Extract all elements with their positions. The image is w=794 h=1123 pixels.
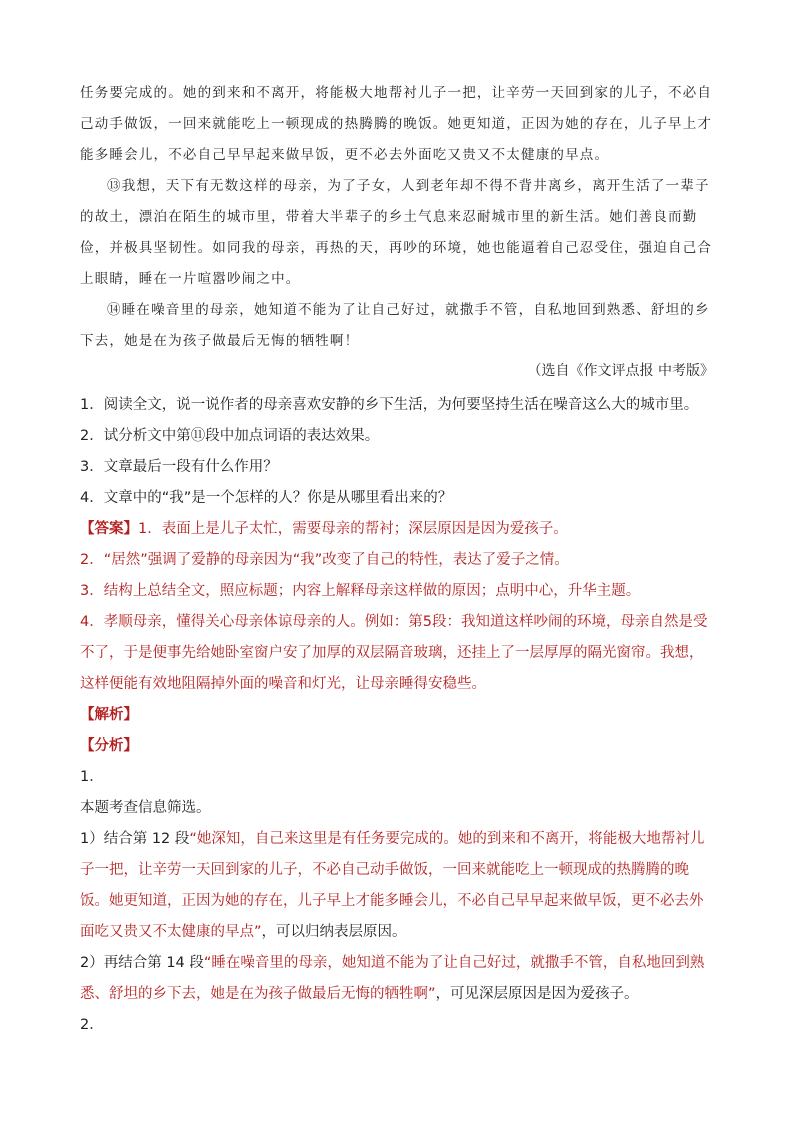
answer-1: 1．表面上是儿子太忙，需要母亲的帮衬；深层原因是因为爱孩子。 [138,521,568,537]
passage-paragraph-13: ⑬我想，天下有无数这样的母亲，为了子女，人到老年却不得不背井离乡，离开生活了一辈子的故土，漂泊在陌生的城市里，带着大半辈子的乡土气息来忍耐城市里的新生活。她们善良而勤俭，并极具坚韧性。如同我的母亲，再热的天，再吵的环境，她也能逼着自己忍受住，强迫自己合上眼睛，睡在一片喧嚣吵闹之中。 [80,178,713,287]
analysis-number-1: 1． [80,769,104,785]
answer-2: 2．“居然”强调了爱静的母亲因为“我”改变了自己的特性，表达了爱子之情。 [80,552,569,568]
source-citation: （选自《作文评点报 中考版》 [527,363,714,379]
analysis-step-1-suffix: ，可以归纳表层原因。 [261,924,407,940]
questions-and-answers [80,390,716,1041]
passage-paragraph-12: 任务要完成的。她的到来和不离开，将能极大地帮衬儿子一把，让辛劳一天回到家的儿子，不必自己动手做饭，一回来就能吃上一顿现成的热腾腾的晚饭。她更知道，正因为她的存在，儿子早上才能多睡会儿，不必自己早早起来做早饭，更不必去外面吃又贵又不太健康的早点。 [80,85,713,163]
analysis-step-2-quote: “睡在噪音里的母亲，她知道不能为了让自己好过，就撒手不管，自私地回到熟悉、舒坦的乡下去，她是在为孩子做最后无悔的牺牲啊” [80,955,705,1002]
question-2: 2．试分析文中第⑪段中加点词语的表达效果。 [80,428,380,444]
analysis-step-2-suffix: ，可见深层原因是因为爱孩子。 [435,986,639,1002]
answer-label: 【答案】 [80,521,138,537]
analysis-step-1-quote: “她深知，自己来这里是有任务要完成的。她的到来和不离开，将能极大地帮衬儿子一把，让辛劳一天回到家的儿子，不必自己动手做饭，一回来就能吃上一顿现成的热腾腾的晚饭。她更知道，正因为她的存在，儿子早上才能多睡会儿，不必自己早早起来做早饭，更不必去外面吃又贵又不太健康的早点” [80,831,705,940]
answer-1-line [80,514,716,545]
analysis-label: 【解析】 [80,707,138,723]
fenxi-label: 【分析】 [80,738,138,754]
analysis-step-1-prefix: 1）结合第 12 段 [80,831,190,847]
analysis-step-1 [80,824,716,948]
analysis-intro: 本题考查信息筛选。 [80,800,211,816]
passage [80,78,716,357]
question-3: 3．文章最后一段有什么作用？ [80,459,278,475]
answer-4: 4．孝顺母亲，懂得关心母亲体谅母亲的人。例如：第5段：我知道这样吵闹的环境，母亲自然是受不了，于是便事先给她卧室窗户安了加厚的双层隔音玻璃，还挂上了一层厚厚的隔光窗帘。我想，这样便能有效地阻隔掉外面的噪音和灯光，让母亲睡得安稳些。 [80,614,708,692]
passage-paragraph-14: ⑭睡在噪音里的母亲，她知道不能为了让自己好过，就撒手不管，自私地回到熟悉、舒坦的乡下去，她是在为孩子做最后无悔的牺牲啊！ [80,302,710,349]
analysis-step-2 [80,948,716,1010]
answer-3: 3．结构上总结全文，照应标题；内容上解释母亲这样做的原因；点明中心，升华主题。 [80,583,641,599]
analysis-step-2-prefix: 2）再结合第 14 段 [80,955,204,971]
question-4: 4．文章中的“我”是一个怎样的人？你是从哪里看出来的？ [80,490,453,506]
analysis-number-2: 2． [80,1017,104,1033]
question-1: 1．阅读全文，说一说作者的母亲喜欢安静的乡下生活，为何要坚持生活在噪音这么大的城市里。 [80,397,699,413]
